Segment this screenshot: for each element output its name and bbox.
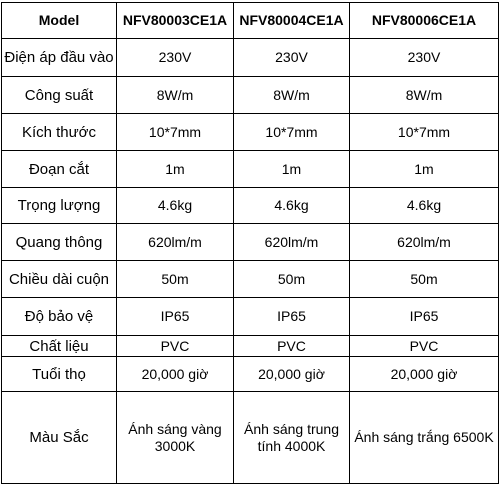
cell-value: 50m: [234, 261, 350, 298]
table-row: [2, 357, 499, 392]
table-row: [2, 114, 499, 151]
cell-value: 8W/m: [350, 77, 499, 114]
cell-value: 10*7mm: [117, 114, 234, 151]
row-label: Điện áp đầu vào: [2, 39, 117, 77]
cell-value: 10*7mm: [350, 114, 499, 151]
cell-value: 1m: [117, 151, 234, 188]
cell-value: 20,000 giờ: [234, 357, 350, 392]
row-label: Màu Sắc: [2, 392, 117, 484]
row-label: Quang thông: [2, 224, 117, 261]
cell-value: 4.6kg: [350, 188, 499, 224]
row-label: Trọng lượng: [2, 188, 117, 224]
header-nfv80003ce1a: NFV80003CE1A: [117, 3, 234, 39]
cell-value: 50m: [350, 261, 499, 298]
cell-value: 8W/m: [117, 77, 234, 114]
cell-value: 50m: [117, 261, 234, 298]
cell-value: PVC: [117, 336, 234, 357]
spec-table: [1, 2, 499, 484]
cell-value: 230V: [350, 39, 499, 77]
table-row: [2, 39, 499, 77]
cell-value: PVC: [234, 336, 350, 357]
table-row: [2, 392, 499, 484]
row-label: Chiều dài cuộn: [2, 261, 117, 298]
cell-value: 20,000 giờ: [350, 357, 499, 392]
header-nfv80006ce1a: NFV80006CE1A: [350, 3, 499, 39]
cell-value: 620lm/m: [350, 224, 499, 261]
cell-value: Ánh sáng vàng 3000K: [117, 392, 234, 484]
cell-value: 4.6kg: [117, 188, 234, 224]
row-label: Tuổi thọ: [2, 357, 117, 392]
row-label: Đoạn cắt: [2, 151, 117, 188]
header-nfv80004ce1a: NFV80004CE1A: [234, 3, 350, 39]
table-row: [2, 261, 499, 298]
cell-value: 4.6kg: [234, 188, 350, 224]
table-row: [2, 298, 499, 336]
row-label: Độ bảo vệ: [2, 298, 117, 336]
header-model: Model: [2, 3, 117, 39]
cell-value: 620lm/m: [117, 224, 234, 261]
cell-value: 1m: [234, 151, 350, 188]
table-row: [2, 336, 499, 357]
cell-value: 230V: [234, 39, 350, 77]
cell-value: 10*7mm: [234, 114, 350, 151]
table-row: [2, 77, 499, 114]
cell-value: Ánh sáng trắng 6500K: [350, 392, 499, 484]
cell-value: 1m: [350, 151, 499, 188]
cell-value: IP65: [234, 298, 350, 336]
row-label: Chất liệu: [2, 336, 117, 357]
row-label: Kích thước: [2, 114, 117, 151]
cell-value: Ánh sáng trung tính 4000K: [234, 392, 350, 484]
cell-value: IP65: [350, 298, 499, 336]
cell-value: 620lm/m: [234, 224, 350, 261]
cell-value: 8W/m: [234, 77, 350, 114]
cell-value: IP65: [117, 298, 234, 336]
cell-value: 230V: [117, 39, 234, 77]
table-row: [2, 188, 499, 224]
header-row: [2, 3, 499, 39]
row-label: Công suất: [2, 77, 117, 114]
cell-value: 20,000 giờ: [117, 357, 234, 392]
table-row: [2, 224, 499, 261]
table-row: [2, 151, 499, 188]
cell-value: PVC: [350, 336, 499, 357]
